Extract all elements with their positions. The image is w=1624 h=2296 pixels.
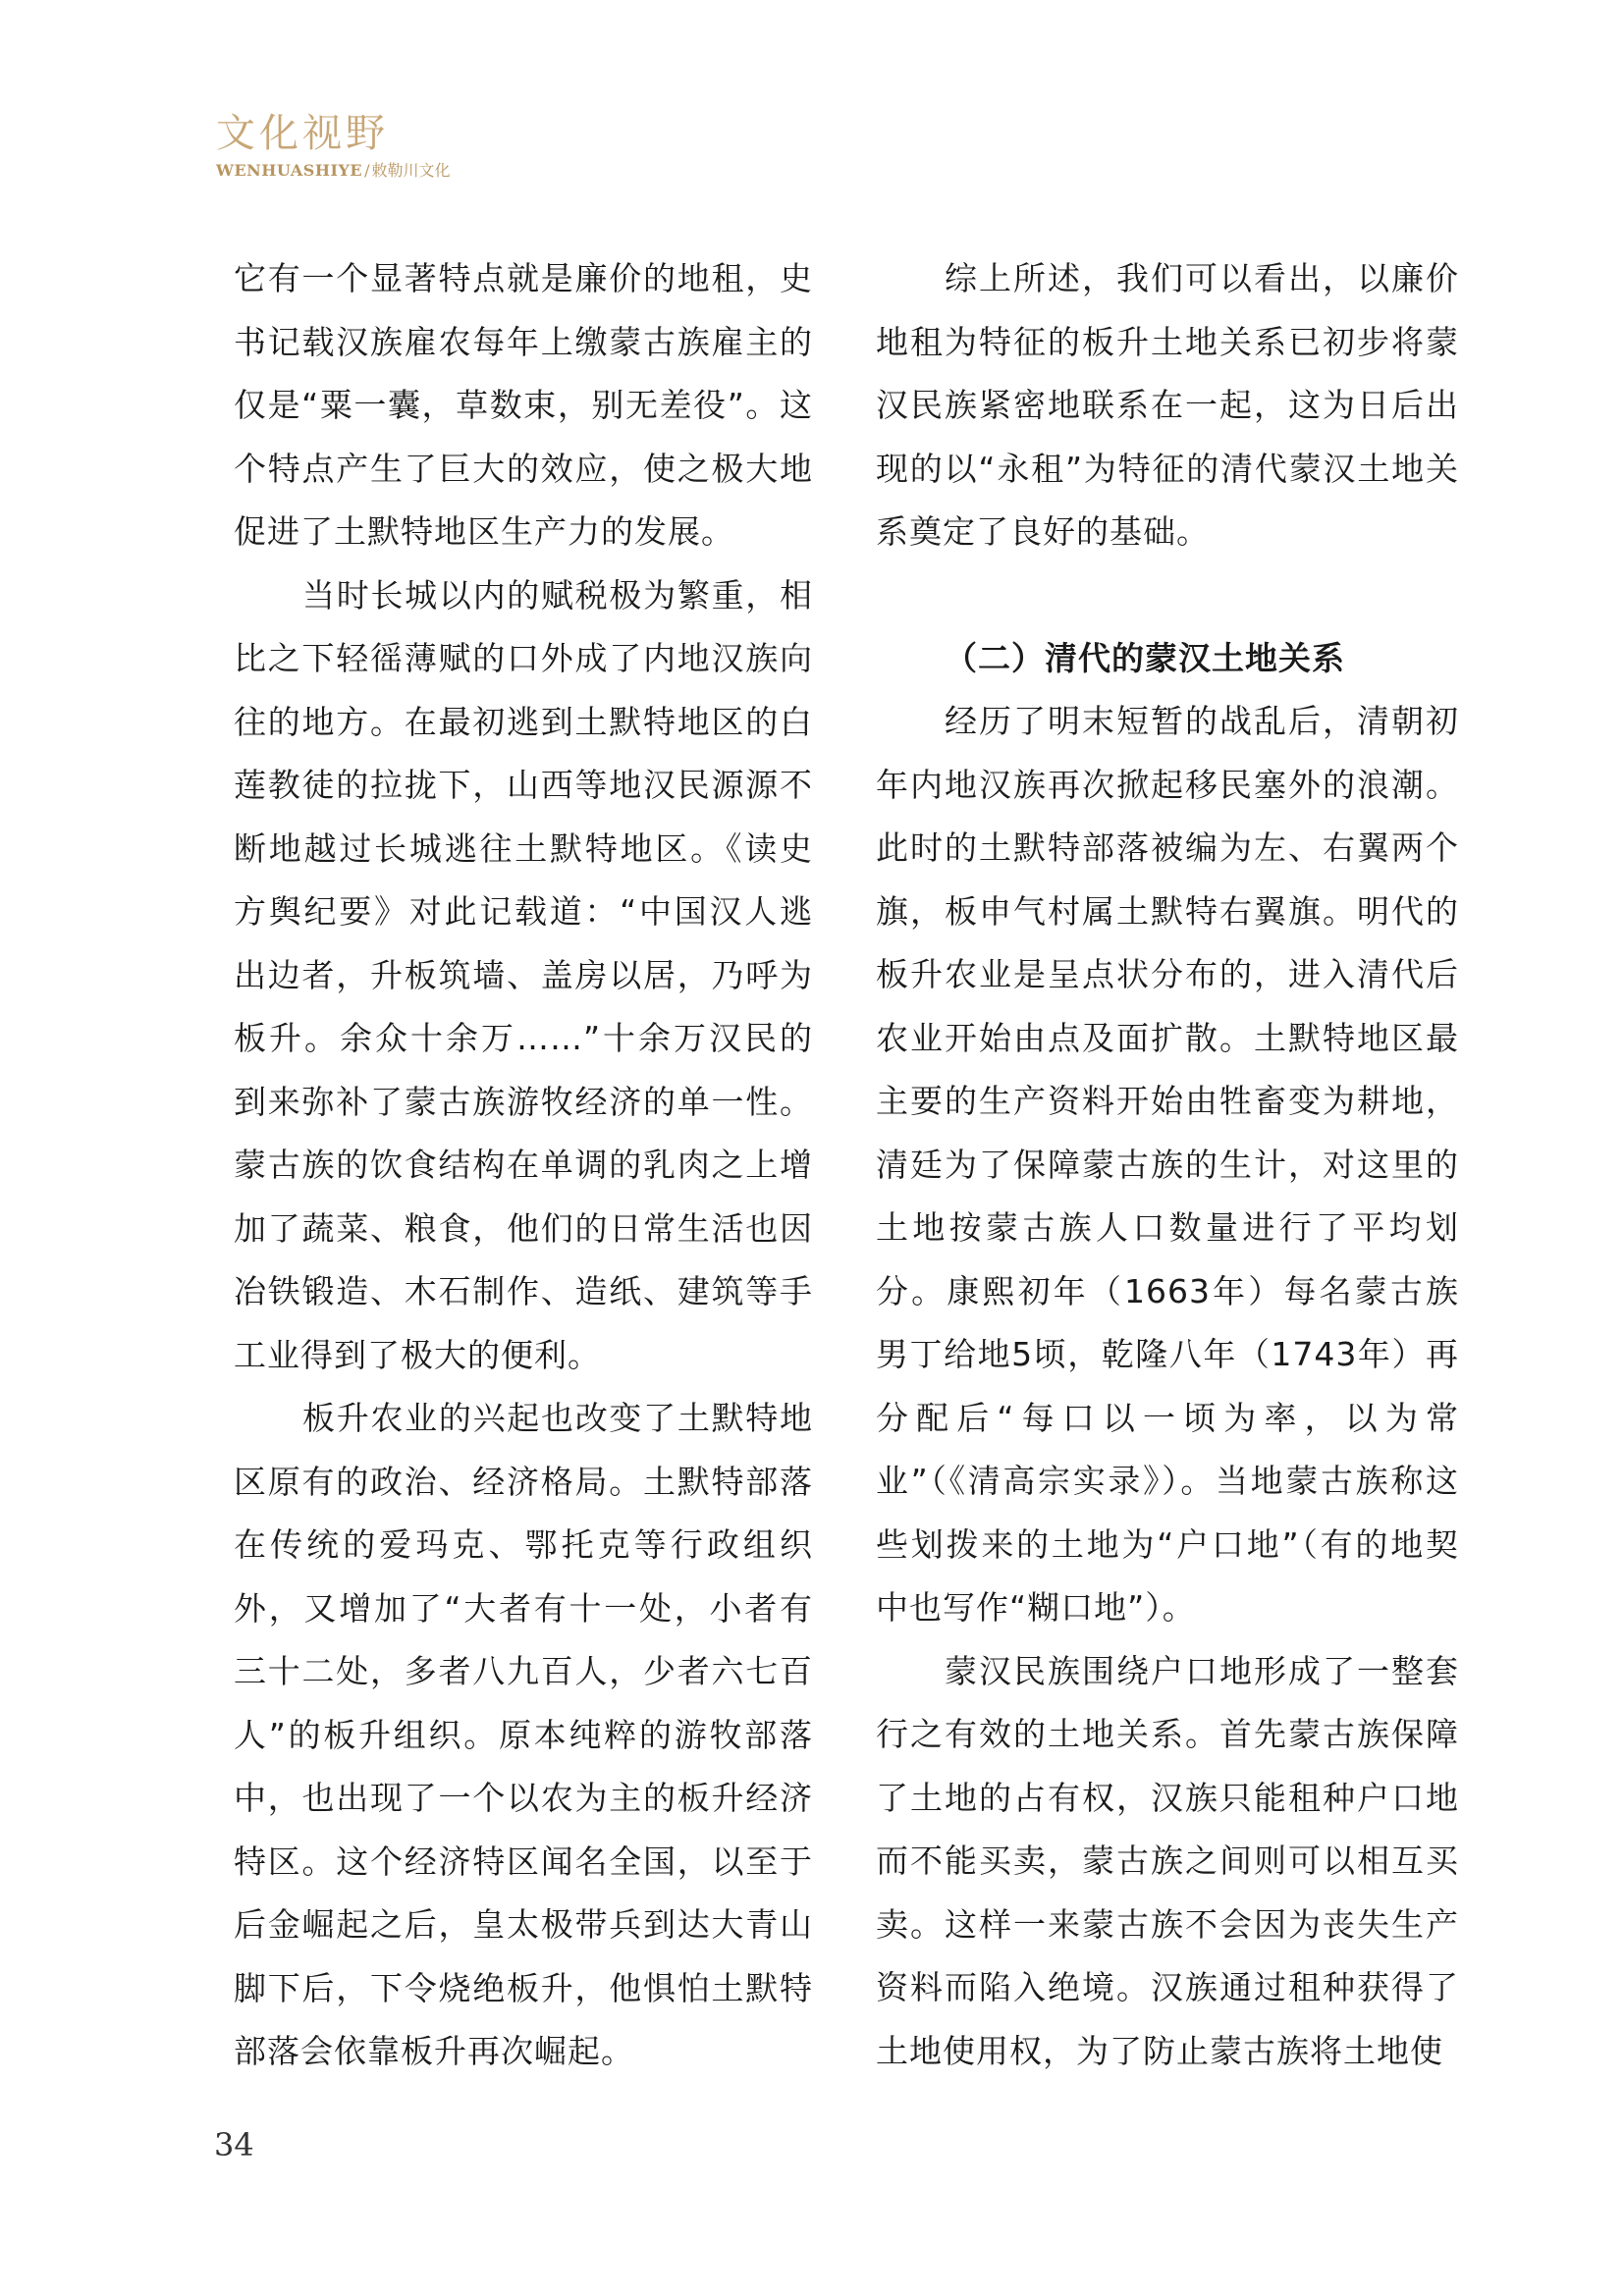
running-header: [216, 110, 450, 181]
right-column: [876, 247, 1459, 2083]
section-heading: （二）清代的蒙汉土地关系: [945, 638, 1345, 677]
section-subtitle-separator: /: [364, 161, 370, 180]
right-paragraph-1: 综上所述，我们可以看出，以廉价地租为特征的板升土地关系已初步将蒙汉民族紧密地联系在一起，这为日后出现的以“永租”为特征的清代蒙汉土地关系奠定了良好的基础。: [876, 259, 1459, 551]
left-paragraph-3: 板升农业的兴起也改变了土默特地区原有的政治、经济格局。土默特部落在传统的爱玛克、鄂托克等行政组织外，又增加了“大者有十一处，小者有三十二处，多者八九百人，少者六七百人”的板升组织。原本纯粹的游牧部落中，也出现了一个以农为主的板升经济特区。这个经济特区闻名全国，以至于后金崛起之后，皇太极带兵到达大青山脚下后，下令烧绝板升，他惧怕土默特部落会依靠板升再次崛起。: [234, 1399, 813, 2070]
section-subtitle-latin: WENHUASHIYE: [216, 161, 363, 180]
page-number: 34: [214, 2126, 254, 2163]
left-paragraph-1: 它有一个显著特点就是廉价的地租，史书记载汉族雇农每年上缴蒙古族雇主的仅是“粟一囊，草数束，别无差役”。这个特点产生了巨大的效应，使之极大地促进了土默特地区生产力的发展。: [234, 259, 813, 551]
section-subtitle-chinese: 敕勒川文化: [371, 161, 451, 180]
section-title: 文化视野: [216, 111, 389, 156]
left-column: [234, 247, 813, 2084]
right-paragraph-2: 经历了明末短暂的战乱后，清朝初年内地汉族再次掀起移民塞外的浪潮。此时的土默特部落被编为左、右翼两个旗，板申气村属土默特右翼旗。明代的板升农业是呈点状分布的，进入清代后农业开始由点及面扩散。土默特地区最主要的生产资料开始由牲畜变为耕地，清廷为了保障蒙古族的生计，对这里的土地按蒙古族人口数量进行了平均划分。康熙初年（1663年）每名蒙古族男丁给地5顷，乾隆八年（1743年）再分配后“每口以一顷为率，以为常业”（《清高宗实录》）。当地蒙古族称这些划拨来的土地为“户口地”（有的地契中也写作“糊口地”）。: [876, 702, 1459, 1627]
right-paragraph-3: 蒙汉民族围绕户口地形成了一整套行之有效的土地关系。首先蒙古族保障了土地的占有权，汉族只能租种户口地而不能买卖，蒙古族之间则可以相互买卖。这样一来蒙古族不会因为丧失生产资料而陷入绝境。汉族通过租种获得了土地使用权，为了防止蒙古族将土地使: [876, 1651, 1459, 2070]
section-subtitle: [216, 161, 450, 181]
left-paragraph-2: 当时长城以内的赋税极为繁重，相比之下轻徭薄赋的口外成了内地汉族向往的地方。在最初逃到土默特地区的白莲教徒的拉拢下，山西等地汉民源源不断地越过长城逃往土默特地区。《读史方舆纪要》对此记载道：“中国汉人逃出边者，升板筑墙、盖房以居，乃呼为板升。余众十余万……”十余万汉民的到来弥补了蒙古族游牧经济的单一性。蒙古族的饮食结构在单调的乳肉之上增加了蔬菜、粮食，他们的日常生活也因冶铁锻造、木石制作、造纸、建筑等手工业得到了极大的便利。: [234, 575, 813, 1374]
